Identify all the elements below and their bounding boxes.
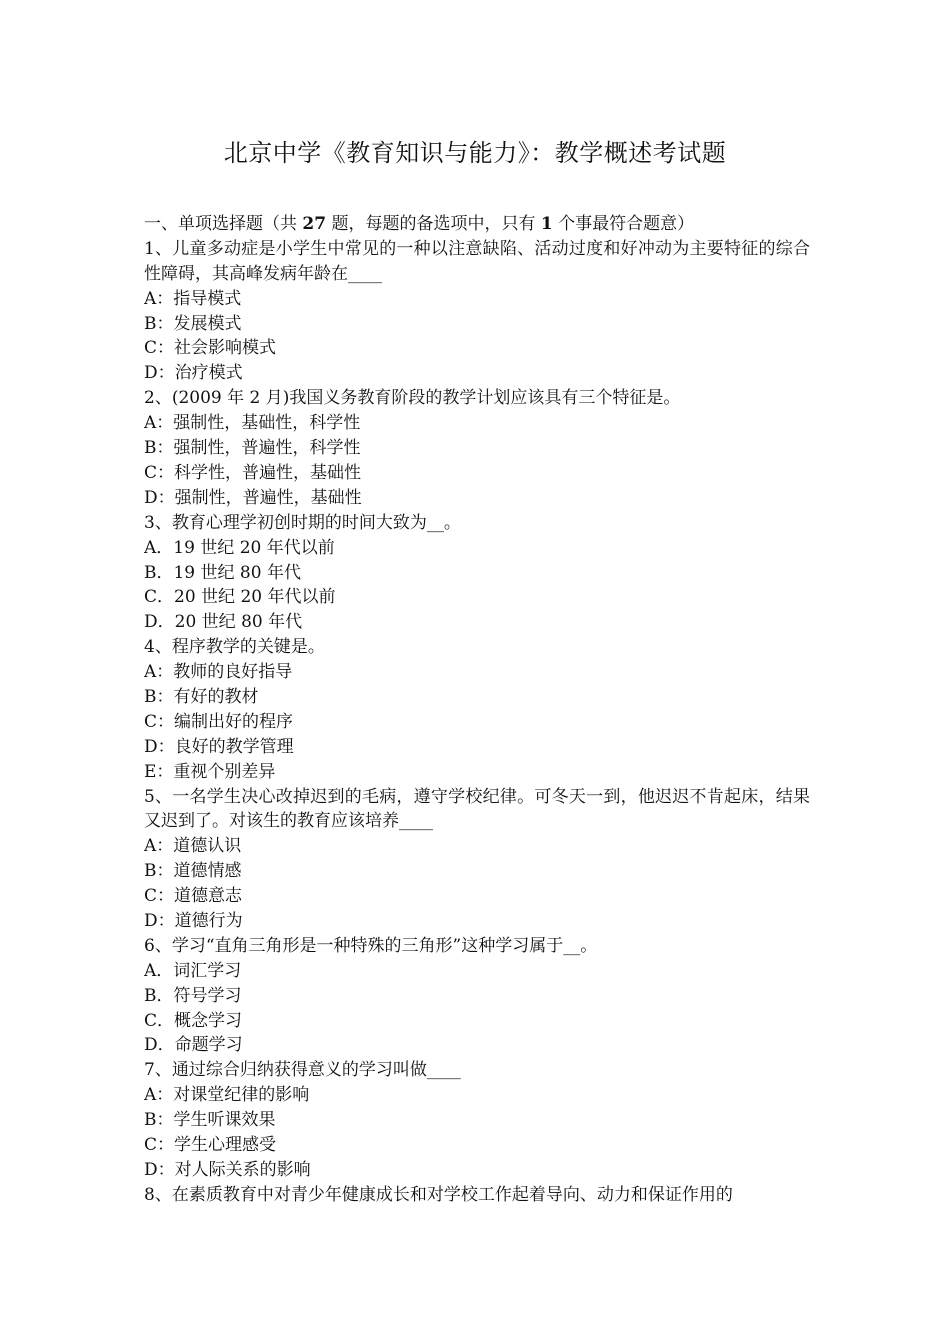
question-count: 27 — [302, 214, 327, 234]
answer-option: B：发展模式 — [144, 313, 242, 334]
answer-option: B：有好的教材 — [144, 686, 259, 707]
answer-option: A：强制性，基础性，科学性 — [144, 413, 361, 434]
answer-option: B：强制性，普遍性，科学性 — [144, 438, 361, 459]
answer-option: B：学生听课效果 — [144, 1110, 276, 1131]
answer-option: A：道德认识 — [144, 836, 242, 857]
answer-option: C：编制出好的程序 — [144, 711, 294, 732]
question-stem: 2、(2009 年 2 月)我国义务教育阶段的教学计划应该具有三个特征是。 — [144, 388, 681, 409]
question-stem: 4、程序教学的关键是。 — [144, 637, 325, 658]
question-stem: 8、在素质教育中对青少年健康成长和对学校工作起着导向、动力和保证作用的 — [144, 1184, 733, 1205]
answer-option: A：教师的良好指导 — [144, 662, 293, 683]
question-stem: 6、学习“直角三角形是一种特殊的三角形”这种学习属于__。 — [144, 935, 598, 956]
answer-option: A：指导模式 — [144, 288, 242, 309]
section-heading — [144, 212, 810, 237]
answer-option: E：重视个别差异 — [144, 761, 276, 782]
answer-option: C．20 世纪 20 年代以前 — [144, 587, 336, 608]
document-body — [144, 212, 810, 1208]
answer-option: C：科学性，普遍性，基础性 — [144, 462, 362, 483]
section-heading-prefix: 一、单项选择题（共 — [144, 214, 303, 234]
question-stem: 1、儿童多动症是小学生中常见的一种以注意缺陷、活动过度和好冲动为主要特征的综合性障碍，其高峰发病年龄在____ — [144, 238, 810, 284]
answer-option: C：道德意志 — [144, 886, 243, 907]
section-heading-suffix: 个事最符合题意） — [552, 214, 695, 234]
answer-option: A．词汇学习 — [144, 960, 242, 981]
answer-option: A：对课堂纪律的影响 — [144, 1085, 310, 1106]
answer-option: D：治疗模式 — [144, 363, 243, 384]
answer-option: D：对人际关系的影响 — [144, 1159, 311, 1180]
answer-option: B：道德情感 — [144, 861, 242, 882]
answer-option: A．19 世纪 20 年代以前 — [144, 537, 335, 558]
question-stem: 5、一名学生决心改掉迟到的毛病，遵守学校纪律。可冬天一到，他迟迟不肯起床，结果又迟到了。对该生的教育应该培养____ — [144, 786, 810, 832]
question-stem: 3、教育心理学初创时期的时间大致为__。 — [144, 512, 461, 533]
document-title: 北京中学《教育知识与能力》：教学概述考试题 — [223, 139, 727, 167]
section-heading-middle: 题，每题的备选项中，只有 — [326, 214, 541, 234]
answer-option: D．20 世纪 80 年代 — [144, 612, 303, 633]
answer-option: B．符号学习 — [144, 985, 242, 1006]
answer-option: C．概念学习 — [144, 1010, 243, 1031]
answer-option: B．19 世纪 80 年代 — [144, 562, 301, 583]
question-stem: 7、通过综合归纳获得意义的学习叫做____ — [144, 1060, 461, 1081]
answer-option: D．命题学习 — [144, 1035, 243, 1056]
answer-option: D：道德行为 — [144, 911, 243, 931]
answer-count: 1 — [540, 214, 553, 234]
answer-option: C：社会影响模式 — [144, 338, 277, 359]
answer-option: D：良好的教学管理 — [144, 736, 294, 757]
answer-option: C：学生心理感受 — [144, 1135, 277, 1156]
answer-option: D：强制性，普遍性，基础性 — [144, 487, 362, 508]
